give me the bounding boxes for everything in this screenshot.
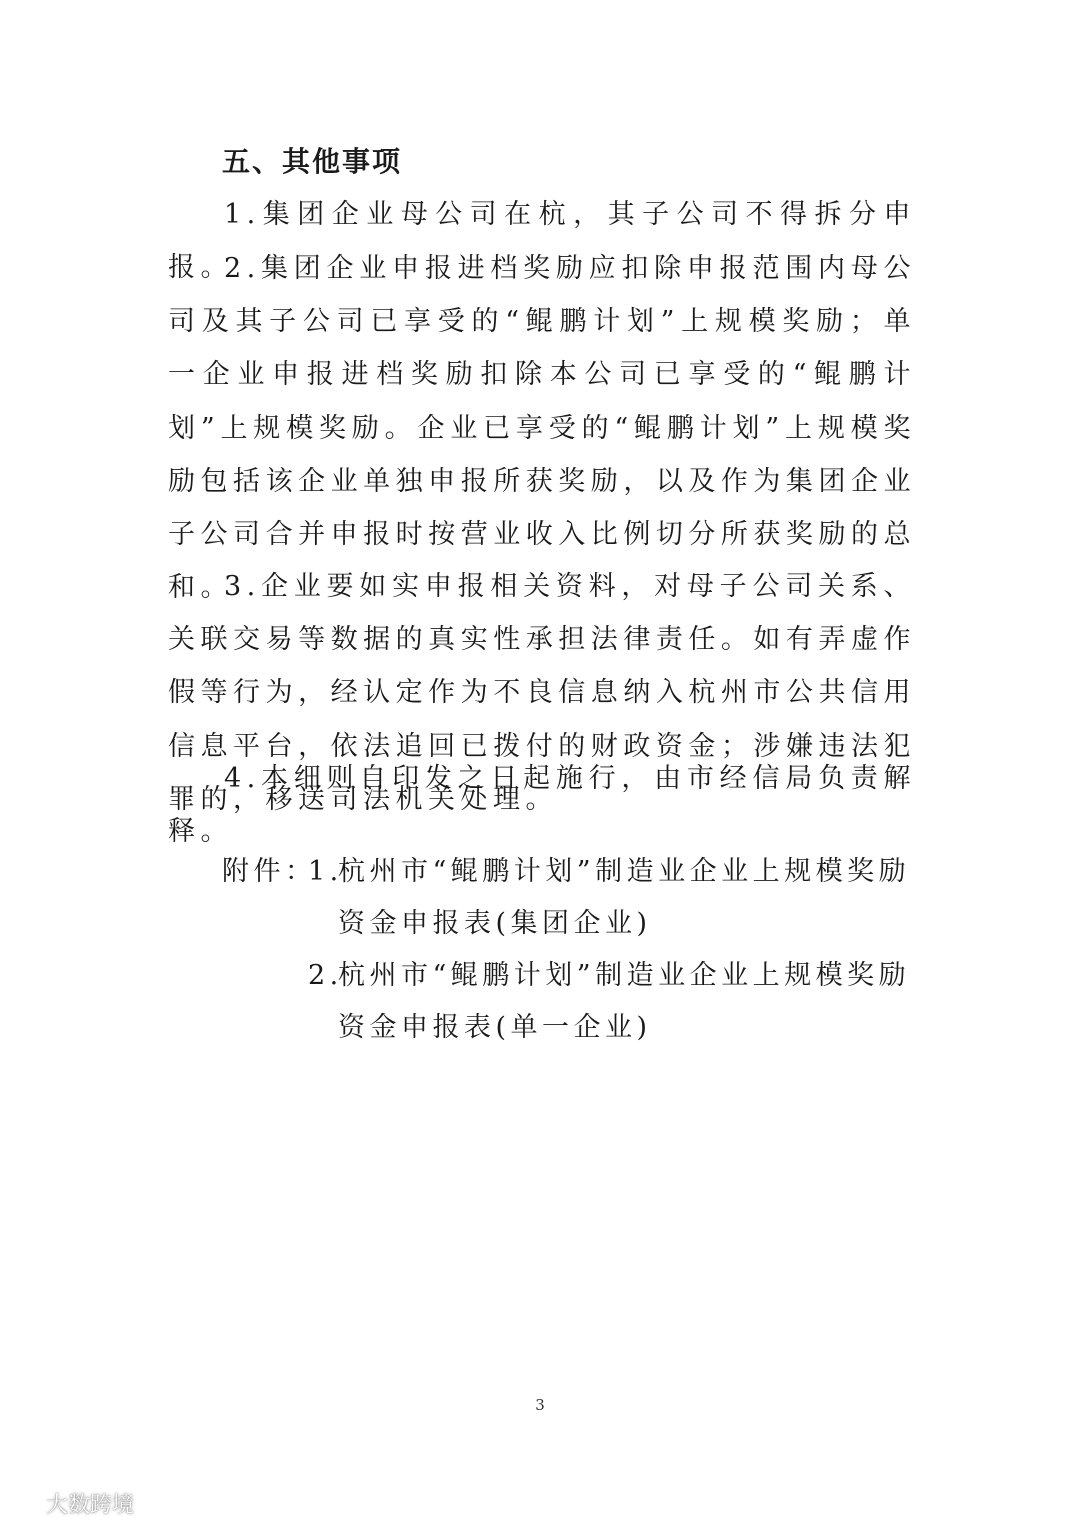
attachment-2-title-line1: 杭州市“鲲鹏计划”制造业企业上规模奖励 [338,960,911,991]
watermark [6,1488,134,1519]
attachments-label: 附件： [222,856,317,887]
page-number: 3 [535,1396,545,1414]
attachment-1-number: 1. [308,856,343,887]
paragraph-2: 2.集团企业申报进档奖励应扣除申报范围内母公司及其子公司已享受的“鲲鹏计划”上规模奖励；单一企业申报进档奖励扣除本公司已享受的“鲲鹏计划”上规模奖励。企业已享受的“鲲鹏计划”上规模奖励包括该企业单独申报所获奖励，以及作为集团企业子公司合并申报时按营业收入比例切分所获奖励的总和。 [168,253,916,604]
attachment-1-title-line1: 杭州市“鲲鹏计划”制造业企业上规模奖励 [338,856,911,887]
paragraph-4: 4.本细则自印发之日起施行，由市经信局负责解释。 [168,763,916,848]
weibo-logo-icon [6,1491,40,1517]
paragraph-3: 3.企业要如实申报相关资料，对母子公司关系、关联交易等数据的真实性承担法律责任。如有弄虚作假等行为，经认定作为不良信息纳入杭州市公共信用信息平台，依法追回已拨付的财政资金；涉嫌违法犯罪的，移送司法机关处理。 [168,571,916,815]
paragraph-1: 1.集团企业母公司在杭，其子公司不得拆分申报。 [168,199,916,284]
attachment-2-title-line2: 资金申报表(单一企业) [338,1012,652,1043]
section-heading: 五、其他事项 [222,145,403,178]
attachment-2-number: 2. [308,960,343,991]
attachment-1-title-line2: 资金申报表(集团企业) [338,908,652,939]
watermark-text: 大数跨境 [46,1493,135,1518]
